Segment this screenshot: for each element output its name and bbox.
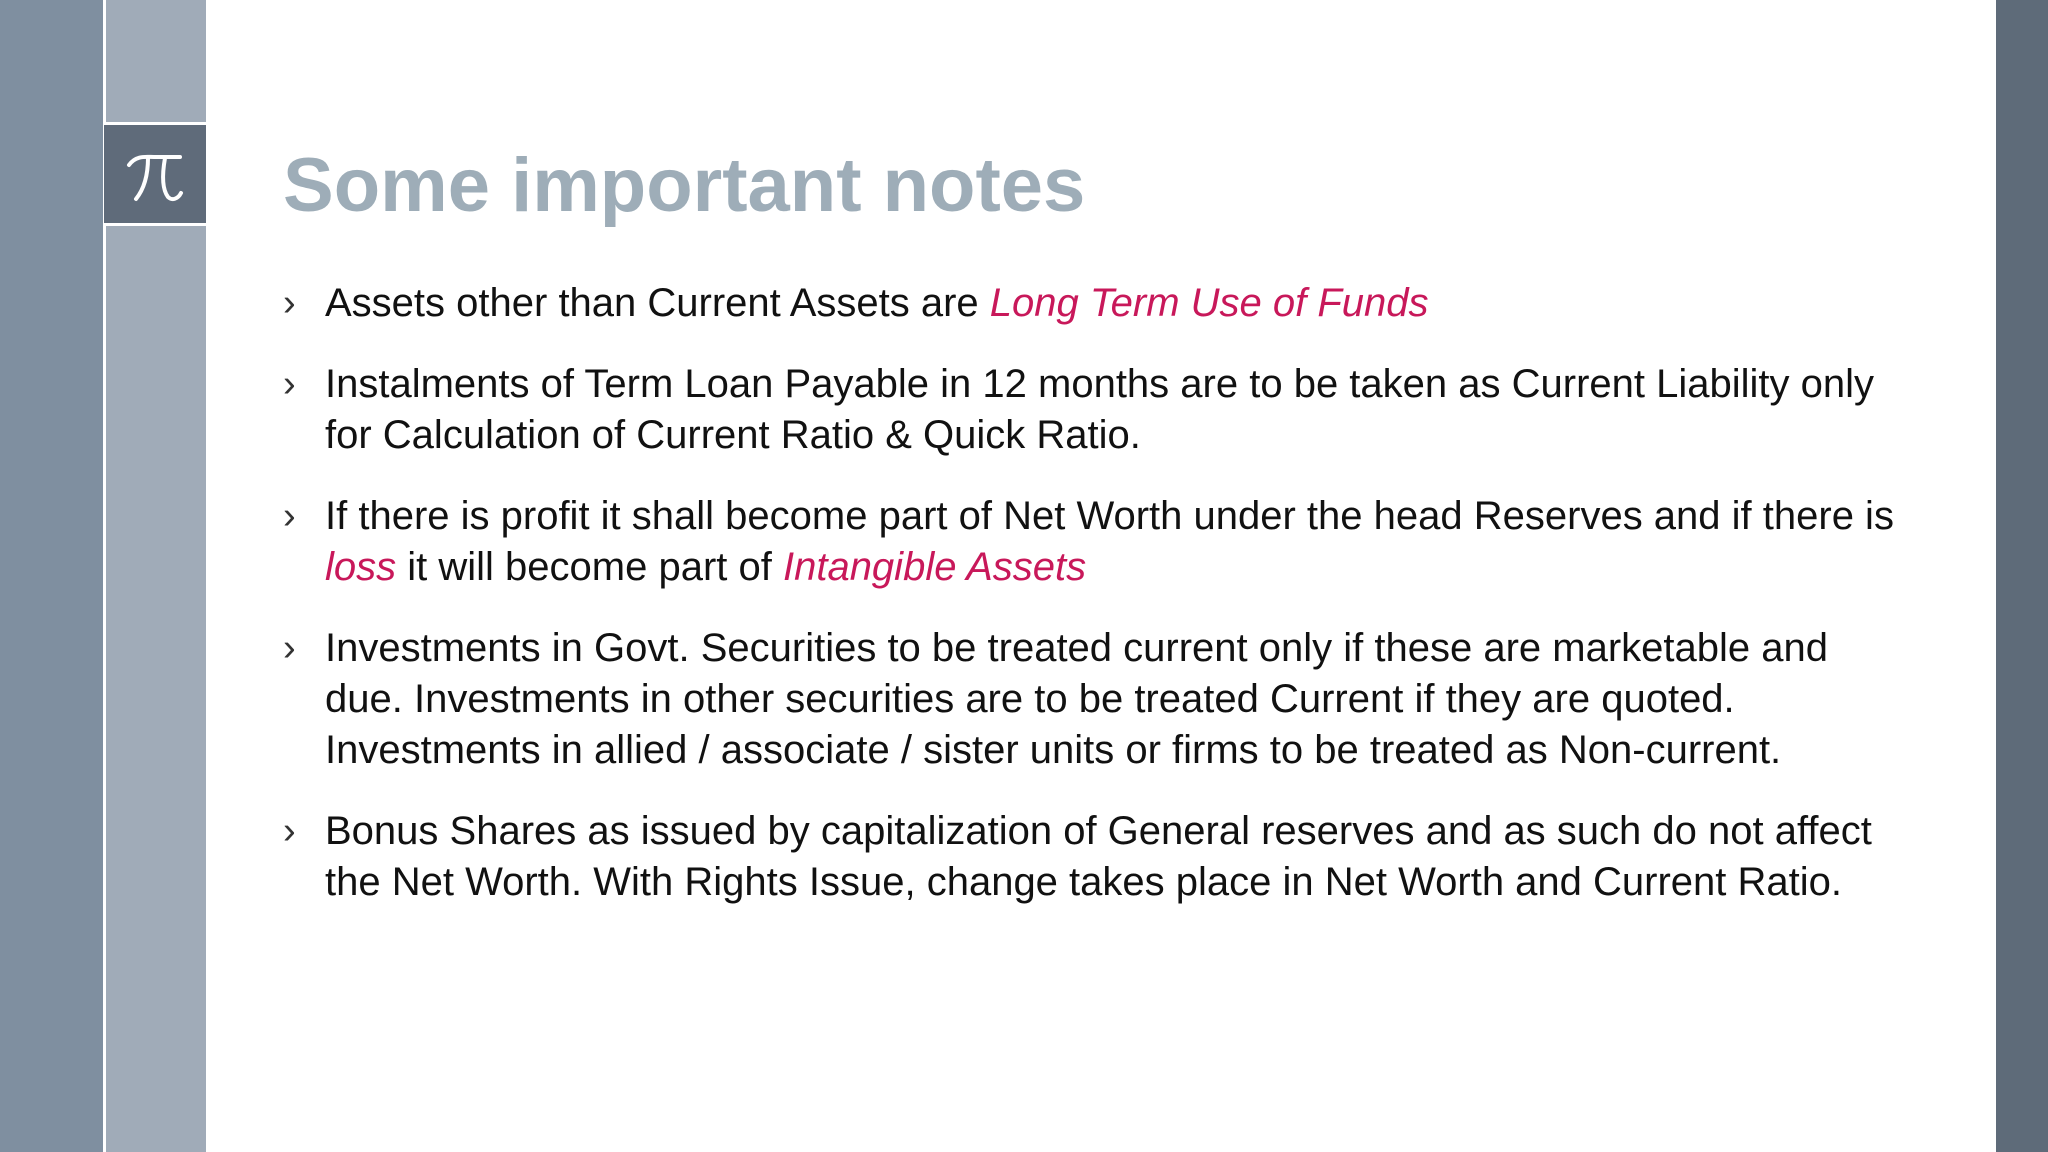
bullet-text: Instalments of Term Loan Payable in 12 months are to be taken as Current Liability only for Calculation of Current Ratio & Quick Ratio.	[325, 362, 1875, 457]
list-item	[283, 623, 1903, 776]
chevron-right-icon: ›	[283, 282, 296, 324]
chevron-right-icon: ›	[283, 810, 296, 852]
chevron-right-icon: ›	[283, 495, 296, 537]
chevron-right-icon: ›	[283, 363, 296, 405]
list-item	[283, 491, 1903, 593]
emphasis-text: Long Term Use of Funds	[989, 281, 1429, 325]
slide-title: Some important notes	[283, 143, 1086, 228]
list-item	[283, 806, 1903, 908]
bullet-text: Bonus Shares as issued by capitalization of General reserves and as such do not affect the Net Worth. With Rights Issue, change takes place in Net Worth and Current Ratio.	[325, 809, 1872, 904]
emphasis-text: Intangible Assets	[782, 545, 1087, 589]
notes-list	[283, 278, 1903, 938]
bullet-text: Assets other than Current Assets are	[325, 281, 990, 325]
pi-symbol-icon	[124, 145, 186, 207]
list-item	[283, 278, 1903, 329]
bullet-text: Investments in Govt. Securities to be treated current only if these are marketable and due. Investments in other securities are to be treated Current if they are quoted. Investments in allied / associate / sister units or firms to be treated as Non-current.	[325, 626, 1828, 772]
right-band	[1996, 0, 2048, 1152]
logo-box	[104, 122, 206, 226]
bullet-text: it will become part of	[396, 545, 783, 589]
emphasis-text: loss	[325, 545, 397, 589]
chevron-right-icon: ›	[283, 627, 296, 669]
bullet-text: If there is profit it shall become part of Net Worth under the head Reserves and if there is	[325, 494, 1894, 538]
left-band-outer	[0, 0, 103, 1152]
list-item	[283, 359, 1903, 461]
